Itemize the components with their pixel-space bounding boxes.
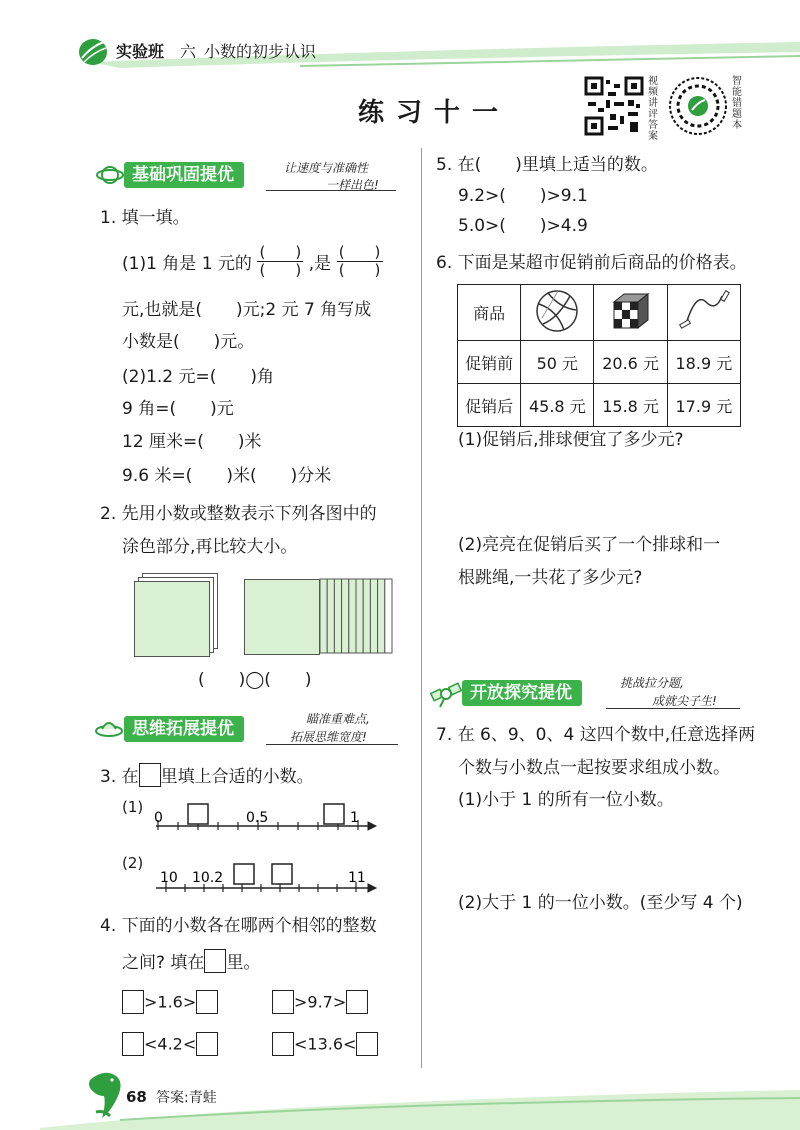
q1-line1-text-b: ,是 (308, 254, 332, 274)
q3-number-line-2 (150, 856, 380, 896)
price-after-cube: 15.8 元 (594, 384, 667, 427)
section-open-note1: 挑战拉分题, (620, 676, 684, 690)
dolphin-icon (82, 1066, 128, 1122)
section-basic-note2: 一样出色! (326, 178, 379, 192)
price-after-rope: 17.9 元 (667, 384, 740, 427)
q3-r2-tick-102: 10.2 (192, 870, 224, 886)
qr-label-right: 智能错题本 (732, 76, 742, 131)
q3-title-box (139, 763, 161, 787)
price-after-volleyball: 45.8 元 (521, 384, 594, 427)
q5-line1[interactable]: 9.2>( )>9.1 (458, 186, 588, 206)
satellite-icon (430, 681, 462, 709)
q1-line7: 9.6 米=( )米( )分米 (122, 466, 332, 486)
q2-compare[interactable]: ( )◯( ) (198, 670, 312, 690)
row-label-before: 促销前 (458, 341, 521, 384)
q4-e1-text: >1.6> (144, 992, 197, 1012)
q5-title: 5. 在( )里填上适当的数。 (436, 155, 658, 175)
q3-r1-answer-box-2[interactable] (324, 804, 344, 824)
q4-expr-2 (272, 990, 368, 1014)
q4-e2-text: >9.7> (294, 992, 347, 1012)
column-divider (421, 148, 422, 1068)
q2-line2: 涂色部分,再比较大小。 (122, 537, 298, 557)
q4-expr-3 (122, 1032, 218, 1056)
section-basic-underline (266, 190, 396, 191)
q1-line2: 元,也就是( )元;2 元 7 角写成 (122, 300, 372, 320)
price-before-cube: 20.6 元 (594, 341, 667, 384)
q2-figure-stacked-squares (134, 573, 218, 655)
price-table (457, 284, 741, 427)
page-title: 练习十一 (358, 98, 511, 128)
q3-r1-tick-1: 1 (350, 810, 359, 826)
q1-fraction-1[interactable]: $\frac{( )}{( )}$ (257, 244, 303, 279)
q2-figure-striped-square (318, 577, 394, 655)
q7-part2: (2)大于 1 的一位小数。(至少写 4 个) (458, 893, 743, 913)
section-open-banner: 开放探究提优 (462, 680, 582, 706)
q7-part1: (1)小于 1 的所有一位小数。 (458, 790, 674, 810)
q4-line2-b: 里。 (226, 953, 261, 973)
q4-line2-a: 之间? 填在 (122, 953, 205, 973)
smart-qr-icon[interactable] (668, 76, 728, 136)
footer-answer: 答案:青蛙 (156, 1090, 217, 1106)
q5-line2[interactable]: 5.0>( )>4.9 (458, 216, 588, 236)
section-open-note2: 成就尖子生! (652, 694, 717, 708)
q6-part2-line2: 根跳绳,一共花了多少元? (458, 568, 643, 588)
q1-fraction-2[interactable]: $\frac{( )}{( )}$ (337, 244, 383, 279)
q4-e1-box-right[interactable] (196, 990, 218, 1014)
volleyball-icon (534, 288, 580, 334)
rubiks-cube-cell (594, 285, 667, 341)
section-open-underline (606, 708, 740, 709)
q4-e1-box-left[interactable] (122, 990, 144, 1014)
q4-e2-box-right[interactable] (346, 990, 368, 1014)
chapter-title: 小数的初步认识 (204, 42, 317, 61)
q1-line4: (2)1.2 元=( )角 (122, 367, 275, 387)
q4-e3-box-right[interactable] (196, 1032, 218, 1056)
leaf-logo-icon (76, 36, 110, 68)
q4-e2-box-left[interactable] (272, 990, 294, 1014)
q4-e3-box-left[interactable] (122, 1032, 144, 1056)
q4-e4-text: <13.6< (294, 1034, 357, 1054)
q4-line2-box (204, 949, 226, 973)
q3-r2-answer-box-1[interactable] (234, 864, 254, 884)
q6-part2-line1: (2)亮亮在促销后买了一个排球和一 (458, 535, 721, 555)
q3-ruler2-label: (2) (122, 854, 144, 872)
planet-icon (96, 161, 124, 189)
q3-r1-tick-05: 0.5 (246, 810, 269, 826)
q6-part1: (1)促销后,排球便宜了多少元? (458, 430, 684, 450)
q4-e4-box-left[interactable] (272, 1032, 294, 1056)
volleyball-cell (521, 285, 594, 341)
q3-title (100, 762, 314, 787)
q4-expr-4 (272, 1032, 378, 1056)
q4-expr-1 (122, 990, 218, 1014)
brand-label: 实验班 (116, 42, 165, 61)
chapter-number: 六 (180, 42, 197, 61)
q1-line3: 小数是( )元。 (122, 332, 255, 352)
qr-code-icon[interactable] (584, 76, 644, 136)
q7-line2: 个数与小数点一起按要求组成小数。 (458, 758, 730, 778)
ufo-icon (94, 715, 124, 741)
header-band (0, 38, 800, 70)
q3-r2-tick-10: 10 (160, 870, 178, 886)
jump-rope-icon (676, 288, 732, 334)
q7-line1: 7. 在 6、9、0、4 这四个数中,任意选择两 (436, 725, 756, 745)
price-before-volleyball: 50 元 (521, 341, 594, 384)
q3-r1-answer-box-1[interactable] (188, 804, 208, 824)
section-thinking-note2: 拓展思维宽度! (290, 730, 367, 744)
q1-title: 1. 填一填。 (100, 208, 190, 228)
q6-title: 6. 下面是某超市促销前后商品的价格表。 (436, 253, 747, 273)
q3-r2-answer-box-2[interactable] (272, 864, 292, 884)
q3-title-a: 3. 在 (100, 767, 139, 787)
q2-figure-single-square (244, 579, 320, 655)
section-thinking-note1: 瞄准重难点, (306, 712, 370, 726)
row-label-after: 促销后 (458, 384, 521, 427)
q4-e3-text: <4.2< (144, 1034, 197, 1054)
q1-line5: 9 角=( )元 (122, 399, 234, 419)
page-number: 68 (126, 1088, 147, 1106)
q4-line2 (122, 948, 260, 973)
q1-line6: 12 厘米=( )米 (122, 432, 262, 452)
q4-e4-box-right[interactable] (356, 1032, 378, 1056)
q4-line1: 4. 下面的小数各在哪两个相邻的整数 (100, 916, 377, 936)
q3-r2-tick-11: 11 (348, 870, 366, 886)
section-basic-note1: 让速度与准确性 (284, 161, 369, 175)
q2-line1: 2. 先用小数或整数表示下列各图中的 (100, 504, 377, 524)
price-before-rope: 18.9 元 (667, 341, 740, 384)
q3-number-line-1 (150, 796, 380, 836)
q1-line1 (122, 244, 383, 279)
q3-ruler1-label: (1) (122, 798, 144, 816)
section-thinking-banner: 思维拓展提优 (124, 716, 244, 742)
section-thinking-underline (266, 744, 398, 745)
q3-title-b: 里填上合适的小数。 (160, 767, 314, 787)
q3-r1-tick-0: 0 (154, 810, 163, 826)
rubiks-cube-icon (608, 288, 654, 334)
price-table-header: 商品 (458, 285, 521, 341)
q1-line1-text-a: (1)1 角是 1 元的 (122, 254, 252, 274)
section-basic-banner: 基础巩固提优 (124, 162, 244, 188)
jump-rope-cell (667, 285, 740, 341)
qr-label-left: 视频讲评答案 (648, 76, 658, 142)
